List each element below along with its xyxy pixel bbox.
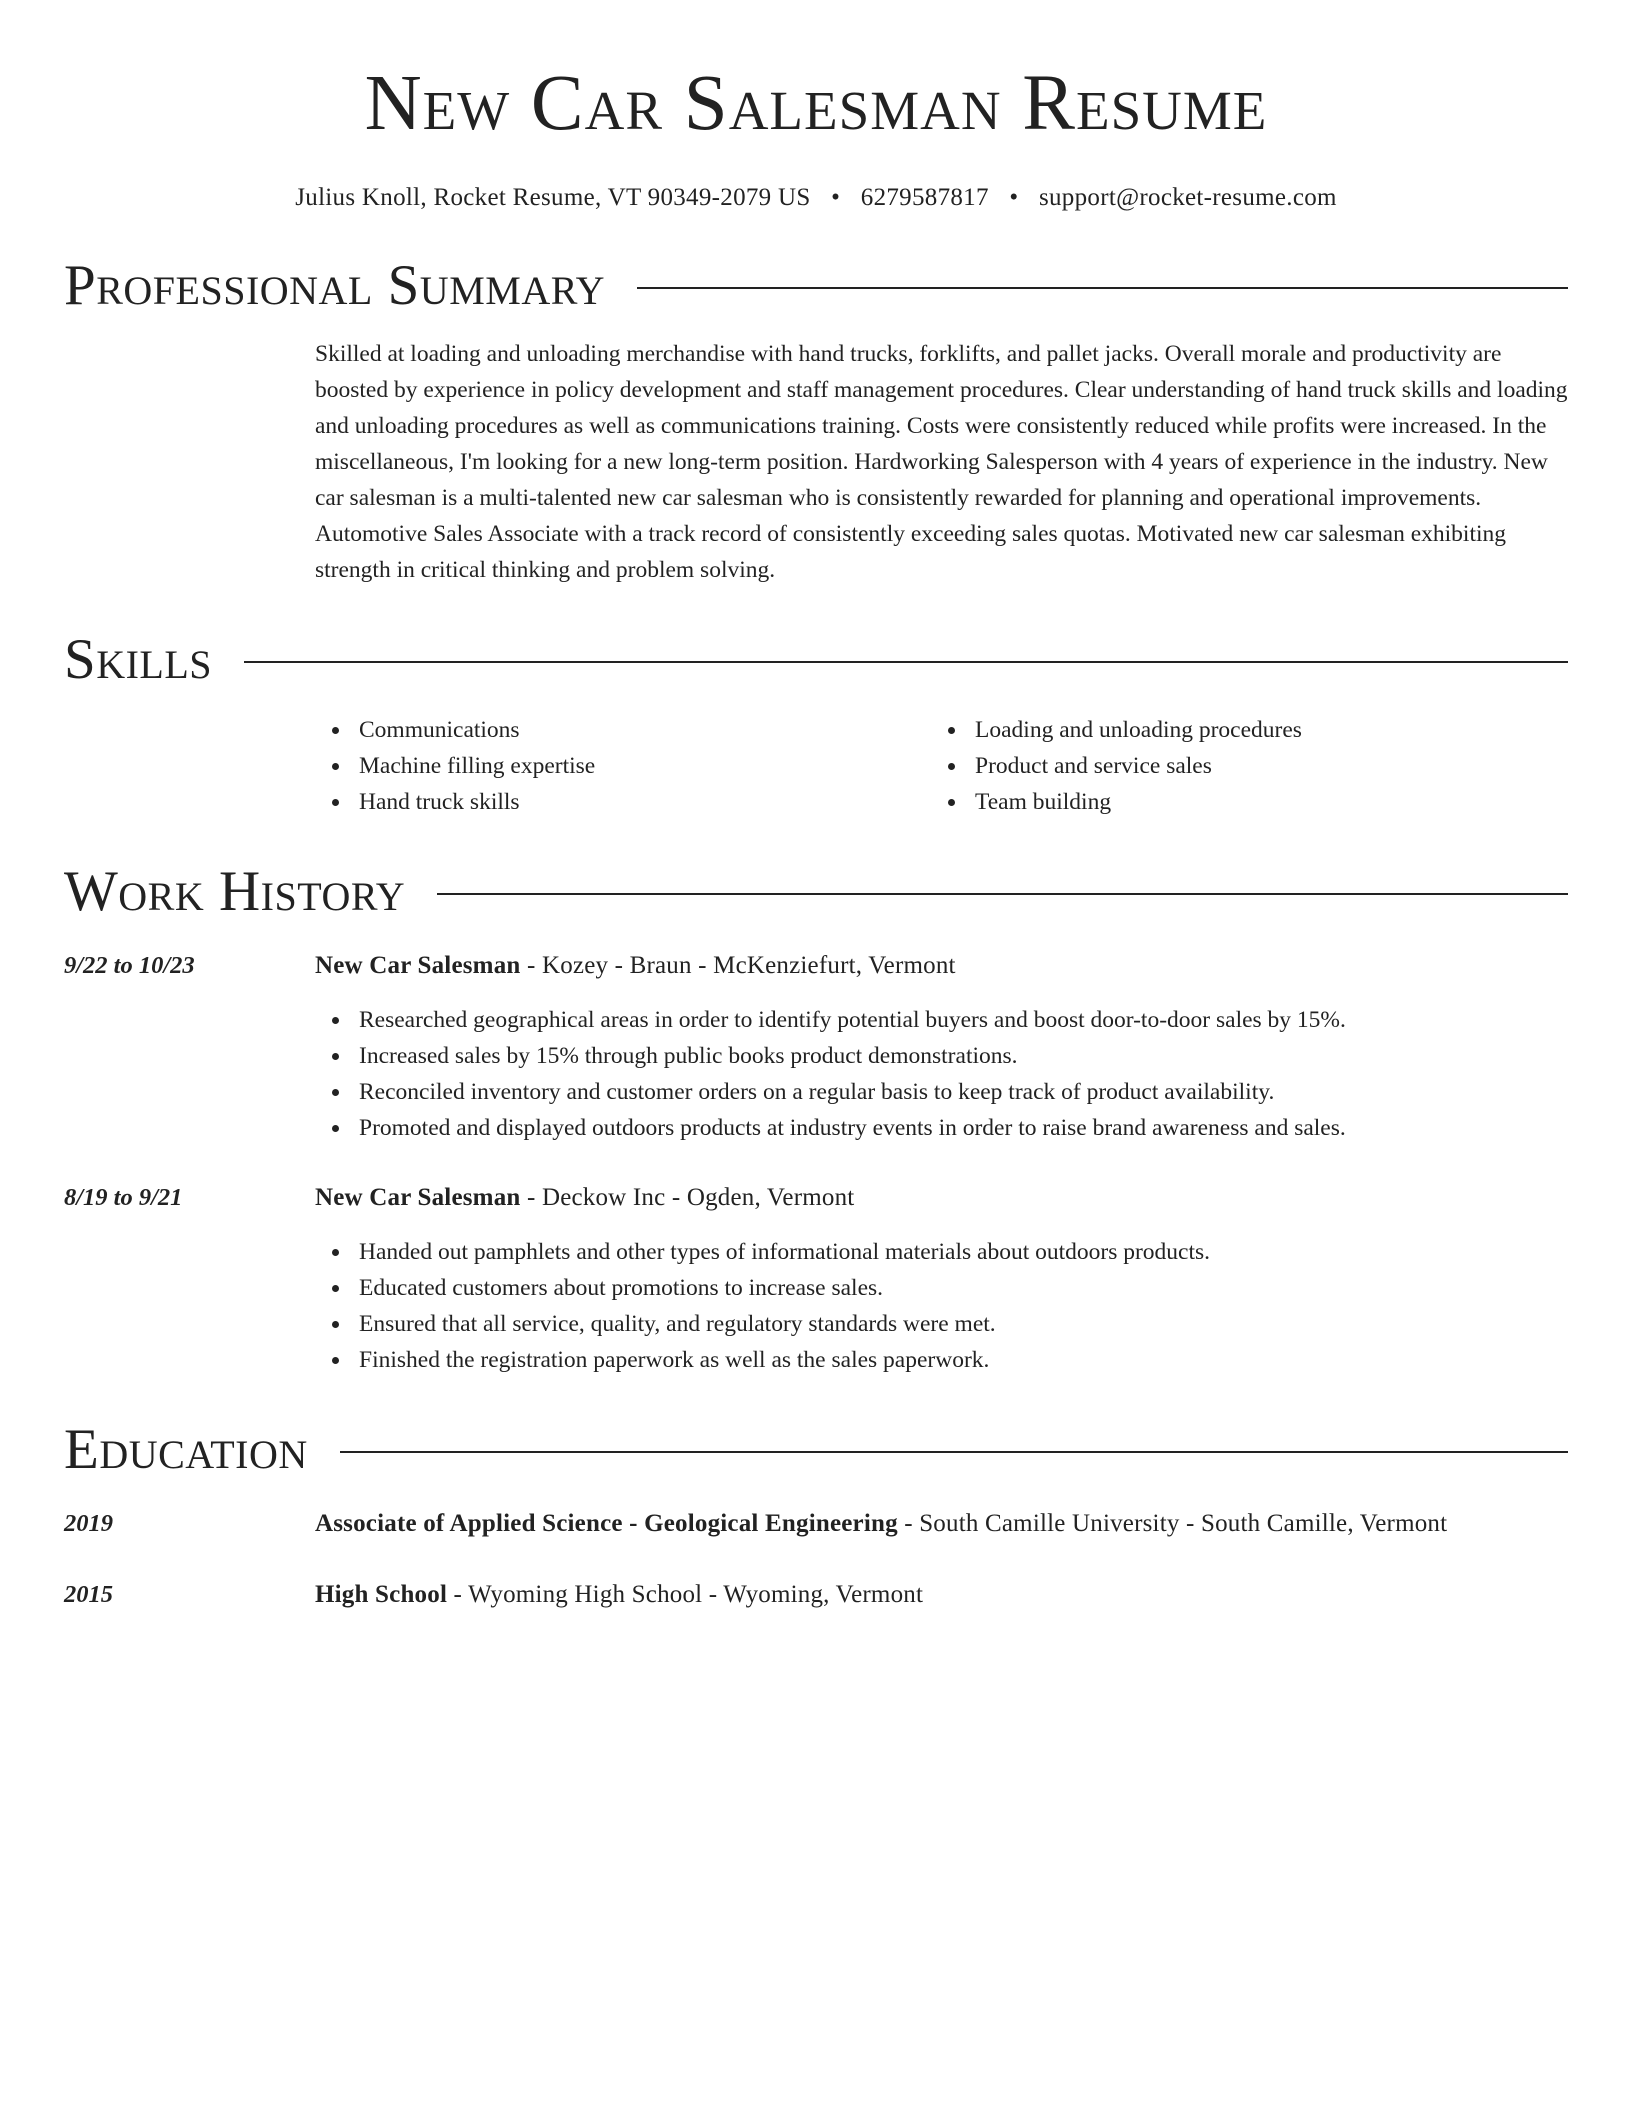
work-heading: Work History	[64, 860, 406, 923]
education-degree: Associate of Applied Science - Geological Engineering	[315, 1510, 898, 1537]
skill-item: Product and service sales	[931, 748, 1547, 784]
section-divider	[437, 893, 1568, 895]
job-bullet: Increased sales by 15% through public books product demonstrations.	[315, 1038, 1568, 1074]
summary-text: Skilled at loading and unloading merchandise with hand trucks, forklifts, and pallet jacks. Overall morale and productivity are boosted by experience in policy development and staff management procedures. Clear understanding of hand truck skills and loading and unloading procedures as well as communications training. Costs were consistently reduced while profits were increased. In the miscellaneous, I'm looking for a new long-term position. Hardworking Salesperson with 4 years of experience in the industry. New car salesman is a multi-talented new car salesman who is consistently rewarded for planning and operational improvements. Automotive Sales Associate with a track record of consistently exceeding sales quotas. Motivated new car salesman exhibiting strength in critical thinking and problem solving.	[315, 341, 1568, 583]
job-bullet: Reconciled inventory and customer orders on a regular basis to keep track of product availability.	[315, 1074, 1568, 1110]
summary-heading: Professional Summary	[64, 254, 606, 317]
skills-section-header	[64, 628, 1568, 692]
job-entry	[64, 948, 1568, 1146]
education-headline	[315, 1577, 1568, 1613]
job-dates: 8/19 to 9/21	[64, 1184, 183, 1211]
education-entry	[64, 1577, 1568, 1613]
education-content	[315, 1506, 1568, 1542]
job-entry	[64, 1180, 1568, 1378]
contact-line	[64, 182, 1568, 214]
education-details: - Wyoming High School - Wyoming, Vermont	[447, 1581, 924, 1608]
education-entry	[64, 1506, 1568, 1542]
job-bullet: Handed out pamphlets and other types of informational materials about outdoors products.	[315, 1234, 1568, 1270]
summary-section-header	[64, 254, 1568, 318]
job-bullet: Educated customers about promotions to increase sales.	[315, 1270, 1568, 1306]
job-bullet: Promoted and displayed outdoors products at industry events in order to raise brand awareness and sales.	[315, 1110, 1568, 1146]
contact-separator: •	[831, 184, 841, 211]
skill-item: Team building	[931, 784, 1547, 820]
skills-column-left	[315, 712, 931, 820]
job-dates: 9/22 to 10/23	[64, 952, 195, 979]
job-headline	[315, 1180, 1568, 1216]
job-bullet: Finished the registration paperwork as well as the sales paperwork.	[315, 1342, 1568, 1378]
skills-heading: Skills	[64, 628, 213, 691]
job-headline	[315, 948, 1568, 984]
education-heading: Education	[64, 1418, 308, 1481]
job-details: - Kozey - Braun - McKenziefurt, Vermont	[520, 952, 956, 979]
resume-title: New Car Salesman Resume	[364, 60, 1268, 147]
education-year: 2015	[64, 1581, 113, 1608]
skill-item: Hand truck skills	[315, 784, 931, 820]
section-divider	[244, 661, 1568, 663]
contact-separator: •	[1009, 184, 1019, 211]
skills-list	[315, 712, 1568, 820]
job-details: - Deckow Inc - Ogden, Vermont	[520, 1184, 855, 1211]
job-title: New Car Salesman	[315, 952, 521, 979]
contact-phone: 6279587817	[860, 184, 989, 211]
section-divider	[637, 287, 1568, 289]
job-content	[315, 948, 1568, 1146]
section-divider	[340, 1451, 1568, 1453]
job-content	[315, 1180, 1568, 1378]
job-bullet: Researched geographical areas in order to identify potential buyers and boost door-to-door sales by 15%.	[315, 1002, 1568, 1038]
skill-item: Communications	[315, 712, 931, 748]
skill-item: Loading and unloading procedures	[931, 712, 1547, 748]
skill-item: Machine filling expertise	[315, 748, 931, 784]
work-section-header	[64, 860, 1568, 924]
job-title: New Car Salesman	[315, 1184, 521, 1211]
job-bullets	[315, 1002, 1568, 1146]
education-details: - South Camille University - South Camille, Vermont	[897, 1510, 1448, 1537]
job-bullets	[315, 1234, 1568, 1378]
education-content	[315, 1577, 1568, 1613]
skills-column-right	[931, 712, 1547, 820]
education-section-header	[64, 1418, 1568, 1482]
contact-address: Julius Knoll, Rocket Resume, VT 90349-2079 US	[295, 184, 811, 211]
education-year: 2019	[64, 1510, 113, 1537]
contact-email: support@rocket-resume.com	[1038, 184, 1337, 211]
education-degree: High School	[315, 1581, 448, 1608]
education-headline	[315, 1506, 1568, 1542]
job-bullet: Ensured that all service, quality, and regulatory standards were met.	[315, 1306, 1568, 1342]
